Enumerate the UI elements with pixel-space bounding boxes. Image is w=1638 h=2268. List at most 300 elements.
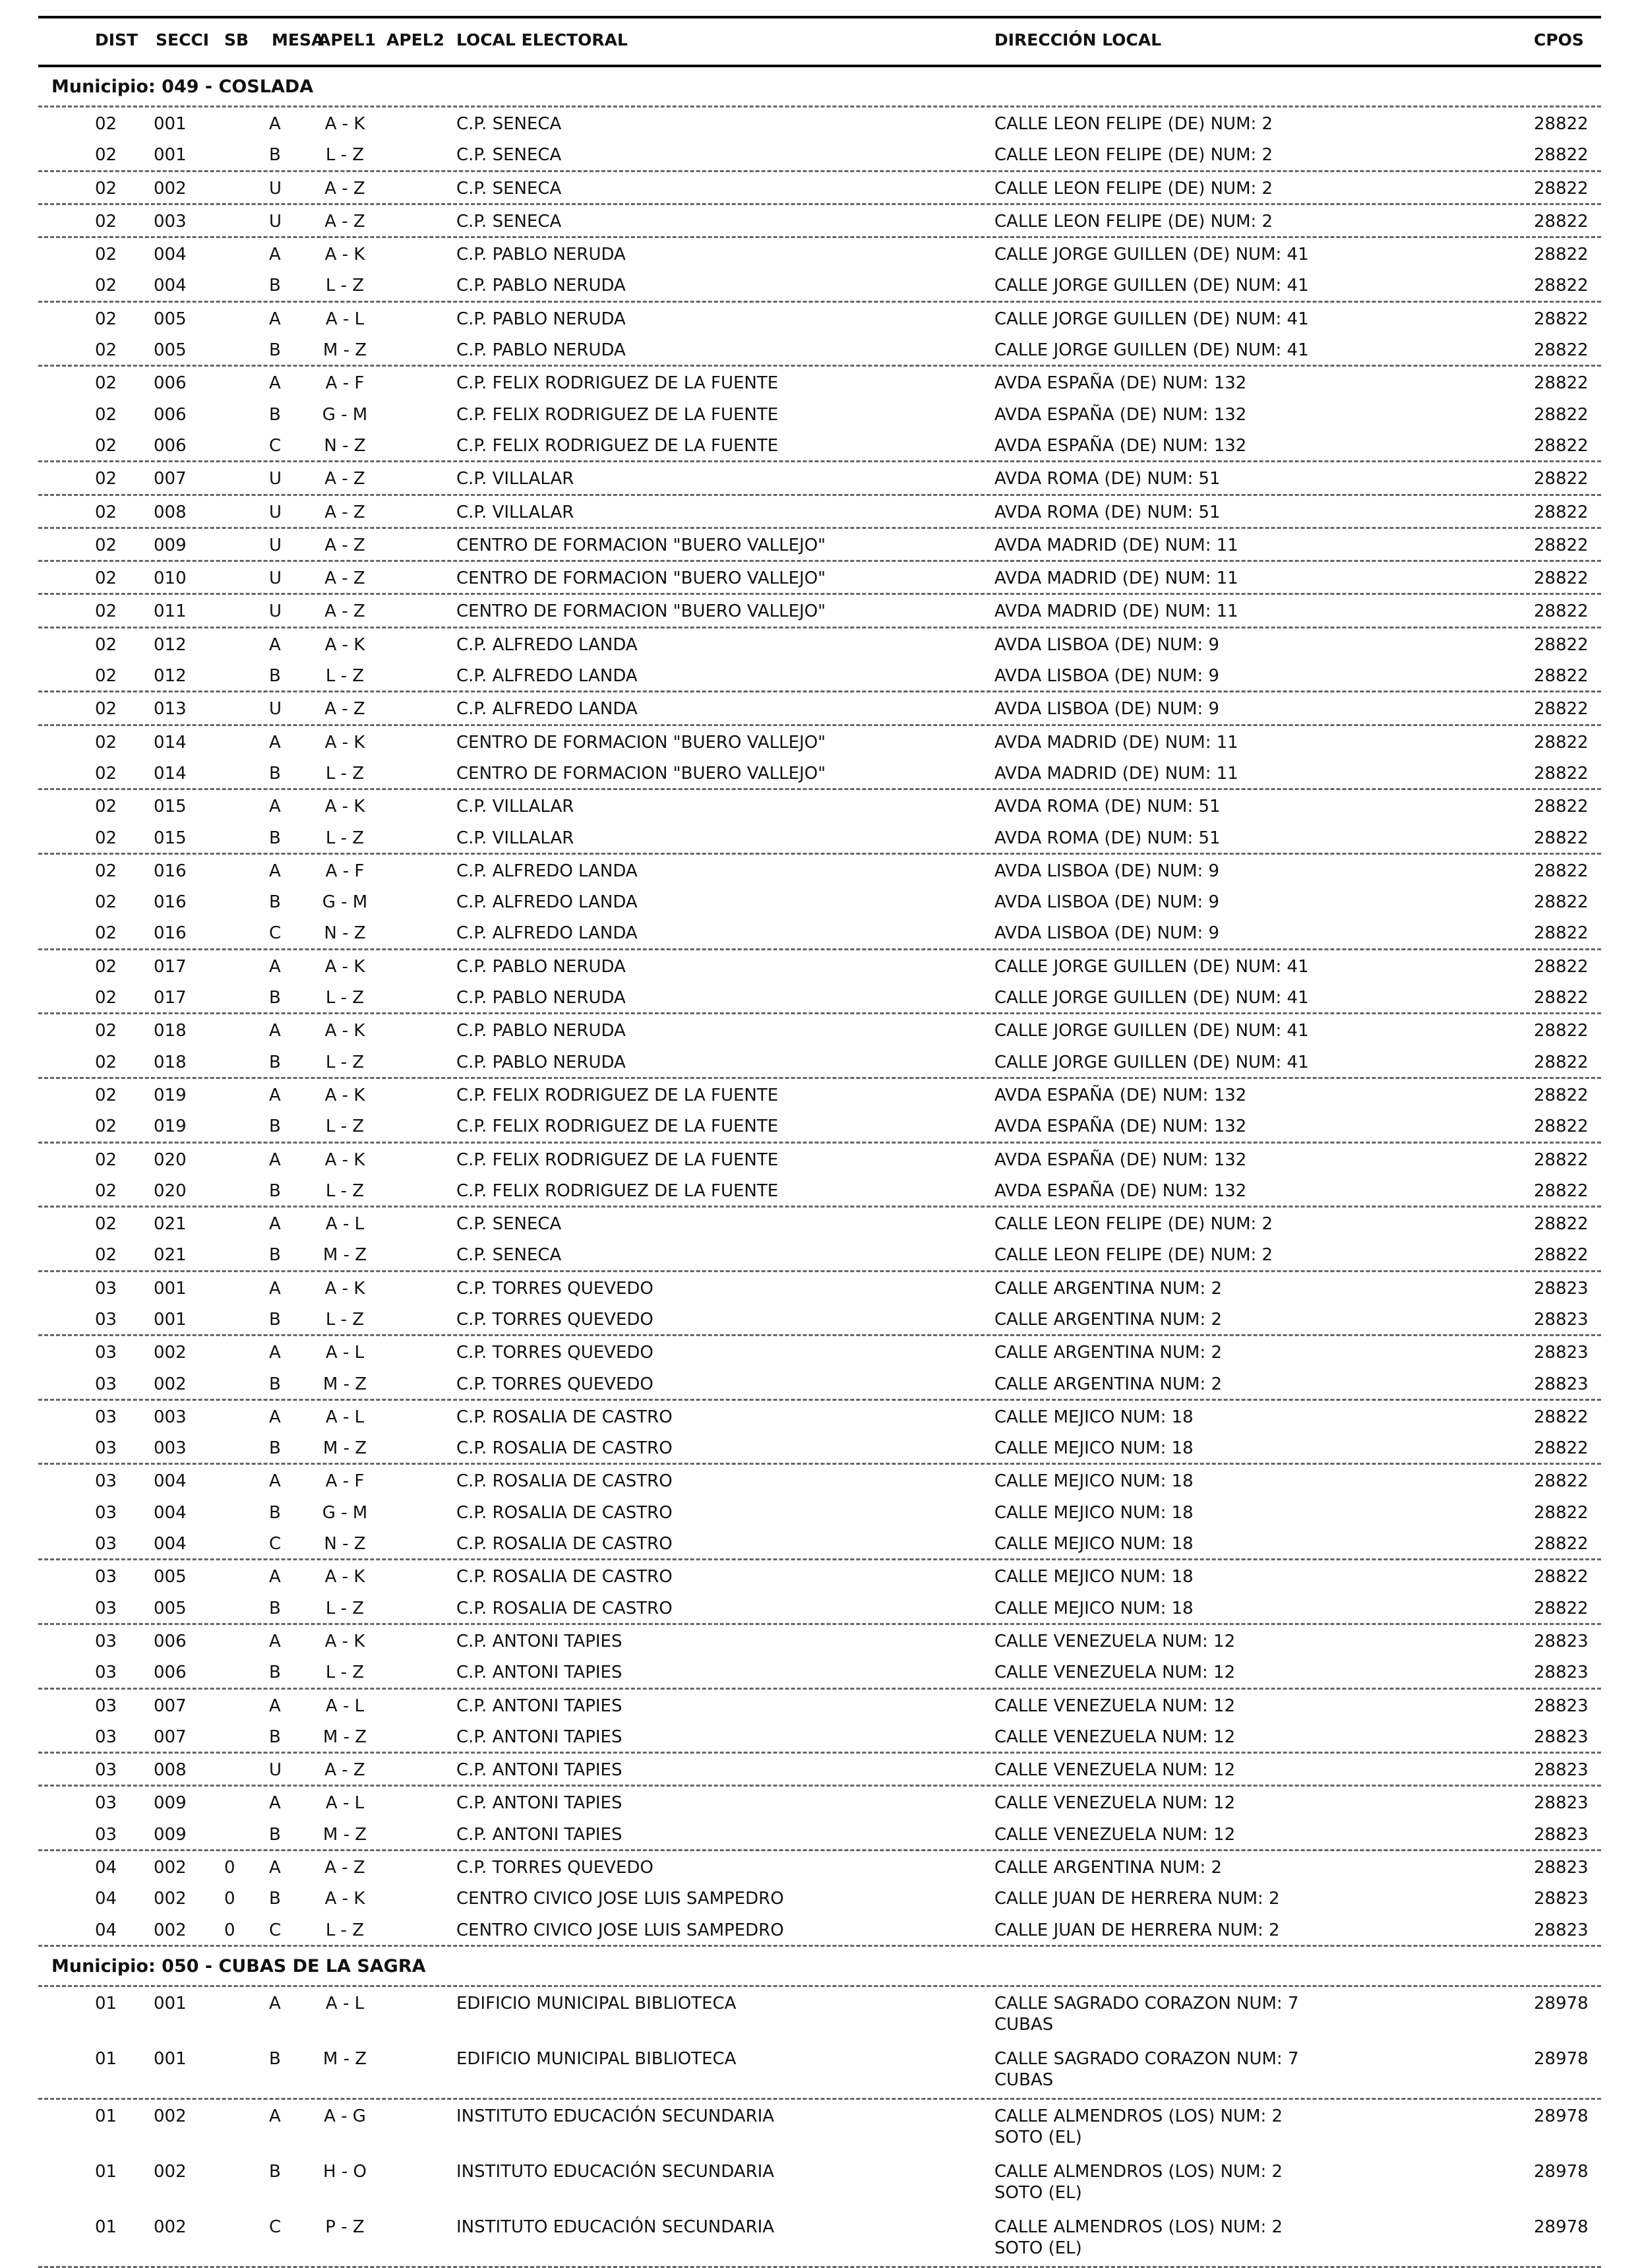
section-group	[38, 303, 1601, 367]
cell-cpos: 28823	[1534, 1663, 1589, 1683]
cell-secci: 012	[154, 634, 187, 655]
cell-apel1: A - K	[324, 1278, 365, 1299]
cell-apel1: A - Z	[324, 178, 365, 199]
cell-dist: 02	[95, 892, 117, 913]
cell-local: C.P. PABLO NERUDA	[456, 956, 626, 977]
cell-direccion: AVDA ESPAÑA (DE) NUM: 132	[994, 373, 1247, 394]
table-body	[38, 67, 1601, 2268]
cell-cpos: 28822	[1534, 732, 1589, 752]
cell-secci: 003	[154, 1407, 187, 1427]
section-group	[38, 1560, 1601, 1625]
cell-secci: 004	[154, 1534, 187, 1554]
header-cpos: CPOS	[1534, 30, 1584, 49]
cell-cpos: 28822	[1534, 763, 1589, 783]
cell-apel1: A - L	[325, 1793, 365, 1814]
cell-mesa: B	[269, 1374, 281, 1394]
table-row	[38, 1110, 1601, 1141]
cell-secci: 008	[154, 502, 187, 522]
cell-apel1: H - O	[323, 2161, 367, 2182]
cell-secci: 021	[154, 1214, 187, 1235]
cell-dist: 03	[95, 1696, 117, 1716]
cell-secci: 012	[154, 666, 187, 687]
cell-apel1: A - Z	[324, 1858, 365, 1878]
cell-direccion: CALLE VENEZUELA NUM: 12	[994, 1663, 1236, 1683]
cell-secci: 002	[154, 1374, 187, 1394]
cell-direccion: AVDA MADRID (DE) NUM: 11	[994, 568, 1238, 589]
cell-local: INSTITUTO EDUCACIÓN SECUNDARIA	[456, 2161, 775, 2182]
header-dist: DIST	[95, 30, 138, 49]
cell-mesa: B	[269, 828, 281, 848]
cell-cpos: 28822	[1534, 211, 1589, 231]
cell-secci: 020	[154, 1149, 187, 1170]
cell-direccion: AVDA ROMA (DE) NUM: 51	[994, 502, 1221, 522]
cell-cpos: 28822	[1534, 178, 1589, 199]
cell-direccion: AVDA ESPAÑA (DE) NUM: 132	[994, 1149, 1247, 1170]
section-group	[38, 172, 1601, 205]
cell-mesa: A	[269, 1214, 281, 1235]
cell-direccion: AVDA ESPAÑA (DE) NUM: 132	[994, 1085, 1247, 1105]
cell-dist: 02	[95, 923, 117, 944]
cell-cpos: 28822	[1534, 145, 1589, 166]
cell-direccion: CALLE JORGE GUILLEN (DE) NUM: 41	[994, 340, 1309, 361]
cell-dist: 02	[95, 178, 117, 199]
cell-dist: 02	[95, 114, 117, 134]
cell-mesa: A	[269, 1085, 281, 1105]
cell-direccion: CALLE VENEZUELA NUM: 12	[994, 1760, 1236, 1781]
cell-secci: 019	[154, 1117, 187, 1137]
table-row	[38, 1754, 1601, 1785]
cell-local: CENTRO CIVICO JOSE LUIS SAMPEDRO	[456, 1920, 784, 1940]
cell-secci: 002	[154, 2217, 187, 2237]
cell-direccion: AVDA ESPAÑA (DE) NUM: 132	[994, 435, 1247, 456]
table-row	[38, 822, 1601, 853]
cell-apel1: G - M	[322, 892, 368, 913]
cell-local: C.P. FELIX RODRIGUEZ DE LA FUENTE	[456, 373, 779, 394]
cell-local: C.P. PABLO NERUDA	[456, 309, 626, 329]
section-group	[38, 950, 1601, 1015]
cell-dist: 03	[95, 1663, 117, 1683]
cell-cpos: 28823	[1534, 1309, 1589, 1330]
cell-cpos: 28822	[1534, 1502, 1589, 1523]
cell-cpos: 28822	[1534, 245, 1589, 265]
table-header	[38, 16, 1601, 67]
table-row	[38, 496, 1601, 527]
cell-secci: 011	[154, 601, 187, 622]
table-row	[38, 1625, 1601, 1656]
cell-dist: 02	[95, 1149, 117, 1170]
cell-secci: 021	[154, 1245, 187, 1266]
section-group	[38, 1851, 1601, 1947]
cell-dist: 01	[95, 1993, 117, 2013]
table-row	[38, 757, 1601, 788]
cell-apel1: A - Z	[324, 601, 365, 622]
section-group	[38, 628, 1601, 693]
cell-dist: 03	[95, 1567, 117, 1587]
cell-apel1: M - Z	[322, 2048, 367, 2069]
cell-mesa: U	[269, 568, 282, 589]
cell-local: C.P. TORRES QUEVEDO	[456, 1278, 653, 1299]
section-group	[38, 496, 1601, 529]
cell-cpos: 28823	[1534, 1760, 1589, 1781]
section-group	[38, 562, 1601, 595]
cell-secci: 013	[154, 699, 187, 720]
cell-dist: 02	[95, 763, 117, 783]
cell-cpos: 28822	[1534, 1149, 1589, 1170]
cell-secci: 001	[154, 2048, 187, 2069]
cell-local: C.P. SENECA	[456, 178, 562, 199]
cell-cpos: 28822	[1534, 435, 1589, 456]
section-group	[38, 1208, 1601, 1272]
cell-mesa: B	[269, 1438, 281, 1459]
cell-direccion: CALLE ALMENDROS (LOS) NUM: 2	[994, 2217, 1283, 2237]
cell-mesa: A	[269, 1407, 281, 1427]
table-row	[38, 303, 1601, 334]
cell-cpos: 28822	[1534, 1534, 1589, 1554]
cell-direccion: AVDA LISBOA (DE) NUM: 9	[994, 699, 1220, 720]
cell-local: C.P. PABLO NERUDA	[456, 1021, 626, 1041]
cell-apel1: L - Z	[325, 1052, 365, 1072]
cell-dist: 01	[95, 2161, 117, 2182]
cell-dist: 02	[95, 828, 117, 848]
cell-dist: 02	[95, 1021, 117, 1041]
cell-dist: 02	[95, 634, 117, 655]
cell-local: C.P. ALFREDO LANDA	[456, 923, 638, 944]
cell-cpos: 28822	[1534, 1117, 1589, 1137]
cell-direccion: AVDA ESPAÑA (DE) NUM: 132	[994, 1117, 1247, 1137]
cell-direccion: CALLE VENEZUELA NUM: 12	[994, 1696, 1236, 1716]
cell-dist: 02	[95, 276, 117, 296]
table-row	[38, 659, 1601, 690]
cell-direccion: AVDA MADRID (DE) NUM: 11	[994, 763, 1238, 783]
cell-local: C.P. FELIX RODRIGUEZ DE LA FUENTE	[456, 404, 779, 425]
table-row	[38, 429, 1601, 460]
section-group	[38, 595, 1601, 628]
cell-dist: 02	[95, 568, 117, 589]
table-row	[38, 1336, 1601, 1367]
cell-apel1: A - Z	[324, 1760, 365, 1781]
cell-apel1: A - K	[324, 1085, 365, 1105]
section-group	[38, 1987, 1601, 2100]
cell-dist: 02	[95, 211, 117, 231]
section-group	[38, 1144, 1601, 1208]
cell-mesa: U	[269, 178, 282, 199]
table-row	[38, 205, 1601, 236]
cell-cpos: 28822	[1534, 1407, 1589, 1427]
cell-dist: 03	[95, 1534, 117, 1554]
cell-apel1: N - Z	[324, 1534, 366, 1554]
cell-mesa: B	[269, 1889, 281, 1909]
cell-secci: 005	[154, 1598, 187, 1618]
cell-secci: 009	[154, 535, 187, 555]
municipio-title: Municipio: 050 - CUBAS DE LA SAGRA	[51, 1955, 426, 1977]
table-row	[38, 238, 1601, 269]
cell-apel1: M - Z	[322, 1727, 367, 1747]
cell-cpos: 28822	[1534, 340, 1589, 361]
cell-secci: 016	[154, 923, 187, 944]
cell-apel1: L - Z	[325, 988, 365, 1008]
cell-dist: 02	[95, 601, 117, 622]
cell-local: C.P. ALFREDO LANDA	[456, 699, 638, 720]
section-group	[38, 107, 1601, 172]
cell-apel1: M - Z	[322, 1245, 367, 1266]
cell-secci: 014	[154, 763, 187, 783]
electoral-table	[38, 16, 1601, 2268]
cell-secci: 007	[154, 1727, 187, 1747]
cell-cpos: 28822	[1534, 469, 1589, 489]
cell-local: C.P. FELIX RODRIGUEZ DE LA FUENTE	[456, 435, 779, 456]
cell-apel1: G - M	[322, 1502, 368, 1523]
cell-cpos: 28822	[1534, 276, 1589, 296]
cell-mesa: A	[269, 1631, 281, 1651]
cell-dist: 02	[95, 535, 117, 555]
cell-mesa: C	[269, 2217, 282, 2237]
cell-apel1: A - K	[324, 1149, 365, 1170]
cell-direccion: CALLE ARGENTINA NUM: 2	[994, 1309, 1223, 1330]
cell-dist: 02	[95, 1052, 117, 1072]
cell-secci: 006	[154, 435, 187, 456]
cell-cpos: 28822	[1534, 1471, 1589, 1492]
cell-direccion: AVDA ESPAÑA (DE) NUM: 132	[994, 404, 1247, 425]
cell-local: C.P. SENECA	[456, 145, 562, 166]
cell-cpos: 28822	[1534, 1214, 1589, 1235]
cell-secci: 002	[154, 1920, 187, 1940]
table-row	[38, 726, 1601, 757]
cell-direccion: AVDA ESPAÑA (DE) NUM: 132	[994, 1180, 1247, 1201]
cell-cpos: 28823	[1534, 1920, 1589, 1940]
cell-dist: 02	[95, 404, 117, 425]
cell-dist: 03	[95, 1502, 117, 1523]
table-row	[38, 790, 1601, 821]
table-row	[38, 1079, 1601, 1110]
cell-secci: 002	[154, 2161, 187, 2182]
cell-dist: 02	[95, 699, 117, 720]
cell-dist: 02	[95, 1085, 117, 1105]
cell-mesa: B	[269, 1052, 281, 1072]
cell-mesa: B	[269, 892, 281, 913]
cell-dist: 02	[95, 956, 117, 977]
cell-secci: 006	[154, 373, 187, 394]
cell-local: C.P. VILLALAR	[456, 797, 574, 817]
cell-local: CENTRO DE FORMACION "BUERO VALLEJO"	[456, 732, 826, 752]
cell-apel1: A - K	[324, 1021, 365, 1041]
cell-mesa: U	[269, 535, 282, 555]
cell-direccion: CALLE ALMENDROS (LOS) NUM: 2	[994, 2106, 1283, 2126]
cell-direccion: CALLE VENEZUELA NUM: 12	[994, 1631, 1236, 1651]
cell-dist: 03	[95, 1309, 117, 1330]
cell-cpos: 28822	[1534, 1438, 1589, 1459]
cell-mesa: B	[269, 276, 281, 296]
cell-direccion: CALLE JORGE GUILLEN (DE) NUM: 41	[994, 988, 1309, 1008]
cell-apel1: A - Z	[324, 502, 365, 522]
cell-local: CENTRO DE FORMACION "BUERO VALLEJO"	[456, 535, 826, 555]
cell-dist: 03	[95, 1343, 117, 1363]
cell-dist: 02	[95, 435, 117, 456]
cell-dist: 03	[95, 1824, 117, 1845]
cell-local: CENTRO DE FORMACION "BUERO VALLEJO"	[456, 568, 826, 589]
cell-secci: 015	[154, 828, 187, 848]
cell-apel1: L - Z	[325, 828, 365, 848]
section-group	[38, 1079, 1601, 1144]
cell-direccion: CALLE MEJICO NUM: 18	[994, 1534, 1194, 1554]
cell-direccion: CALLE JORGE GUILLEN (DE) NUM: 41	[994, 1052, 1309, 1072]
cell-secci: 006	[154, 1631, 187, 1651]
cell-dist: 04	[95, 1920, 117, 1940]
cell-mesa: B	[269, 1245, 281, 1266]
cell-cpos: 28822	[1534, 568, 1589, 589]
cell-local: C.P. ROSALIA DE CASTRO	[456, 1534, 673, 1554]
cell-mesa: A	[269, 1343, 281, 1363]
table-row	[38, 1401, 1601, 1432]
table-row	[38, 1303, 1601, 1334]
table-row	[38, 886, 1601, 917]
cell-direccion: CALLE ALMENDROS (LOS) NUM: 2	[994, 2161, 1283, 2182]
cell-cpos: 28822	[1534, 828, 1589, 848]
cell-direccion: AVDA LISBOA (DE) NUM: 9	[994, 923, 1220, 944]
cell-secci: 019	[154, 1085, 187, 1105]
cell-apel1: A - K	[324, 114, 365, 134]
cell-direccion: CALLE JUAN DE HERRERA NUM: 2	[994, 1889, 1280, 1909]
cell-cpos: 28822	[1534, 114, 1589, 134]
cell-secci: 009	[154, 1824, 187, 1845]
cell-apel1: A - K	[324, 956, 365, 977]
cell-dist: 02	[95, 1117, 117, 1137]
cell-secci: 017	[154, 988, 187, 1008]
cell-dist: 03	[95, 1727, 117, 1747]
cell-local: C.P. ROSALIA DE CASTRO	[456, 1567, 673, 1587]
cell-direccion: CALLE ARGENTINA NUM: 2	[994, 1858, 1223, 1878]
cell-mesa: B	[269, 2161, 281, 2182]
cell-direccion: CALLE JORGE GUILLEN (DE) NUM: 41	[994, 309, 1309, 329]
section-group	[38, 1014, 1601, 1079]
cell-dist: 01	[95, 2048, 117, 2069]
cell-local: C.P. ANTONI TAPIES	[456, 1727, 622, 1747]
cell-mesa: C	[269, 1920, 282, 1940]
cell-local: C.P. ALFREDO LANDA	[456, 861, 638, 881]
cell-mesa: U	[269, 211, 282, 231]
section-group	[38, 1754, 1601, 1787]
cell-local: C.P. VILLALAR	[456, 828, 574, 848]
cell-secci: 001	[154, 1278, 187, 1299]
cell-mesa: A	[269, 1471, 281, 1492]
cell-mesa: A	[269, 245, 281, 265]
cell-dist: 02	[95, 1180, 117, 1201]
cell-mesa: A	[269, 797, 281, 817]
cell-local: C.P. PABLO NERUDA	[456, 1052, 626, 1072]
cell-direccion: CALLE JUAN DE HERRERA NUM: 2	[994, 1920, 1280, 1940]
cell-local: C.P. ROSALIA DE CASTRO	[456, 1407, 673, 1427]
cell-mesa: A	[269, 114, 281, 134]
cell-direccion: CALLE MEJICO NUM: 18	[994, 1567, 1194, 1587]
cell-secci: 001	[154, 145, 187, 166]
cell-apel1: A - F	[325, 373, 365, 394]
cell-apel1: A - K	[324, 732, 365, 752]
cell-local: C.P. ANTONI TAPIES	[456, 1631, 622, 1651]
cell-direccion: CALLE LEON FELIPE (DE) NUM: 2	[994, 178, 1273, 199]
cell-apel1: L - Z	[325, 145, 365, 166]
cell-local: C.P. ALFREDO LANDA	[456, 666, 638, 687]
cell-secci: 016	[154, 892, 187, 913]
table-row	[38, 1527, 1601, 1558]
table-row	[38, 1496, 1601, 1527]
cell-apel1: N - Z	[324, 435, 366, 456]
cell-local: C.P. ALFREDO LANDA	[456, 634, 638, 655]
cell-secci: 007	[154, 469, 187, 489]
table-row	[38, 1592, 1601, 1623]
header-direccion: DIRECCIÓN LOCAL	[994, 30, 1162, 49]
cell-direccion: CALLE LEON FELIPE (DE) NUM: 2	[994, 1214, 1273, 1235]
section-group	[38, 790, 1601, 855]
cell-cpos: 28822	[1534, 1567, 1589, 1587]
cell-dist: 03	[95, 1631, 117, 1651]
cell-local: EDIFICIO MUNICIPAL BIBLIOTECA	[456, 1993, 737, 2013]
municipio-header	[38, 67, 1601, 107]
section-group	[38, 367, 1601, 462]
cell-apel1: A - L	[325, 1993, 365, 2013]
cell-direccion: CALLE JORGE GUILLEN (DE) NUM: 41	[994, 1021, 1309, 1041]
section-group	[38, 726, 1601, 791]
cell-dist: 04	[95, 1858, 117, 1878]
cell-cpos: 28822	[1534, 797, 1589, 817]
section-group	[38, 1625, 1601, 1690]
cell-apel1: A - K	[324, 797, 365, 817]
cell-secci: 018	[154, 1052, 187, 1072]
cell-direccion: AVDA MADRID (DE) NUM: 11	[994, 732, 1238, 752]
cell-cpos: 28822	[1534, 535, 1589, 555]
cell-mesa: U	[269, 601, 282, 622]
cell-mesa: B	[269, 1117, 281, 1137]
cell-cpos: 28822	[1534, 699, 1589, 720]
cell-apel1: A - L	[325, 1696, 365, 1716]
cell-direccion: CALLE LEON FELIPE (DE) NUM: 2	[994, 145, 1273, 166]
cell-apel1: L - Z	[325, 1920, 365, 1940]
cell-direccion: CALLE MEJICO NUM: 18	[994, 1407, 1194, 1427]
cell-local: C.P. ANTONI TAPIES	[456, 1824, 622, 1845]
cell-direccion: CALLE ARGENTINA NUM: 2	[994, 1278, 1223, 1299]
cell-local: C.P. PABLO NERUDA	[456, 340, 626, 361]
cell-local: C.P. SENECA	[456, 114, 562, 134]
table-row	[38, 1656, 1601, 1687]
table-row	[38, 1787, 1601, 1818]
table-row	[38, 917, 1601, 948]
cell-direccion-line2: CUBAS	[994, 2014, 1054, 2035]
cell-secci: 007	[154, 1696, 187, 1716]
cell-local: CENTRO DE FORMACION "BUERO VALLEJO"	[456, 763, 826, 783]
cell-secci: 015	[154, 797, 187, 817]
cell-mesa: B	[269, 340, 281, 361]
cell-apel1: A - L	[325, 1343, 365, 1363]
cell-cpos: 28822	[1534, 1598, 1589, 1618]
table-row	[38, 334, 1601, 365]
cell-direccion: CALLE MEJICO NUM: 18	[994, 1502, 1194, 1523]
cell-dist: 03	[95, 1793, 117, 1814]
cell-local: C.P. ANTONI TAPIES	[456, 1793, 622, 1814]
section-group	[38, 1465, 1601, 1560]
cell-dist: 04	[95, 1889, 117, 1909]
cell-secci: 002	[154, 2106, 187, 2126]
cell-mesa: B	[269, 404, 281, 425]
cell-apel1: L - Z	[325, 763, 365, 783]
table-row	[38, 855, 1601, 886]
cell-secci: 003	[154, 1438, 187, 1459]
cell-dist: 03	[95, 1278, 117, 1299]
cell-direccion: AVDA ROMA (DE) NUM: 51	[994, 469, 1221, 489]
cell-sb: 0	[224, 1920, 235, 1940]
cell-local: C.P. FELIX RODRIGUEZ DE LA FUENTE	[456, 1149, 779, 1170]
cell-apel1: A - K	[324, 1889, 365, 1909]
cell-mesa: A	[269, 2106, 281, 2126]
cell-local: INSTITUTO EDUCACIÓN SECUNDARIA	[456, 2217, 775, 2237]
cell-secci: 006	[154, 1663, 187, 1683]
